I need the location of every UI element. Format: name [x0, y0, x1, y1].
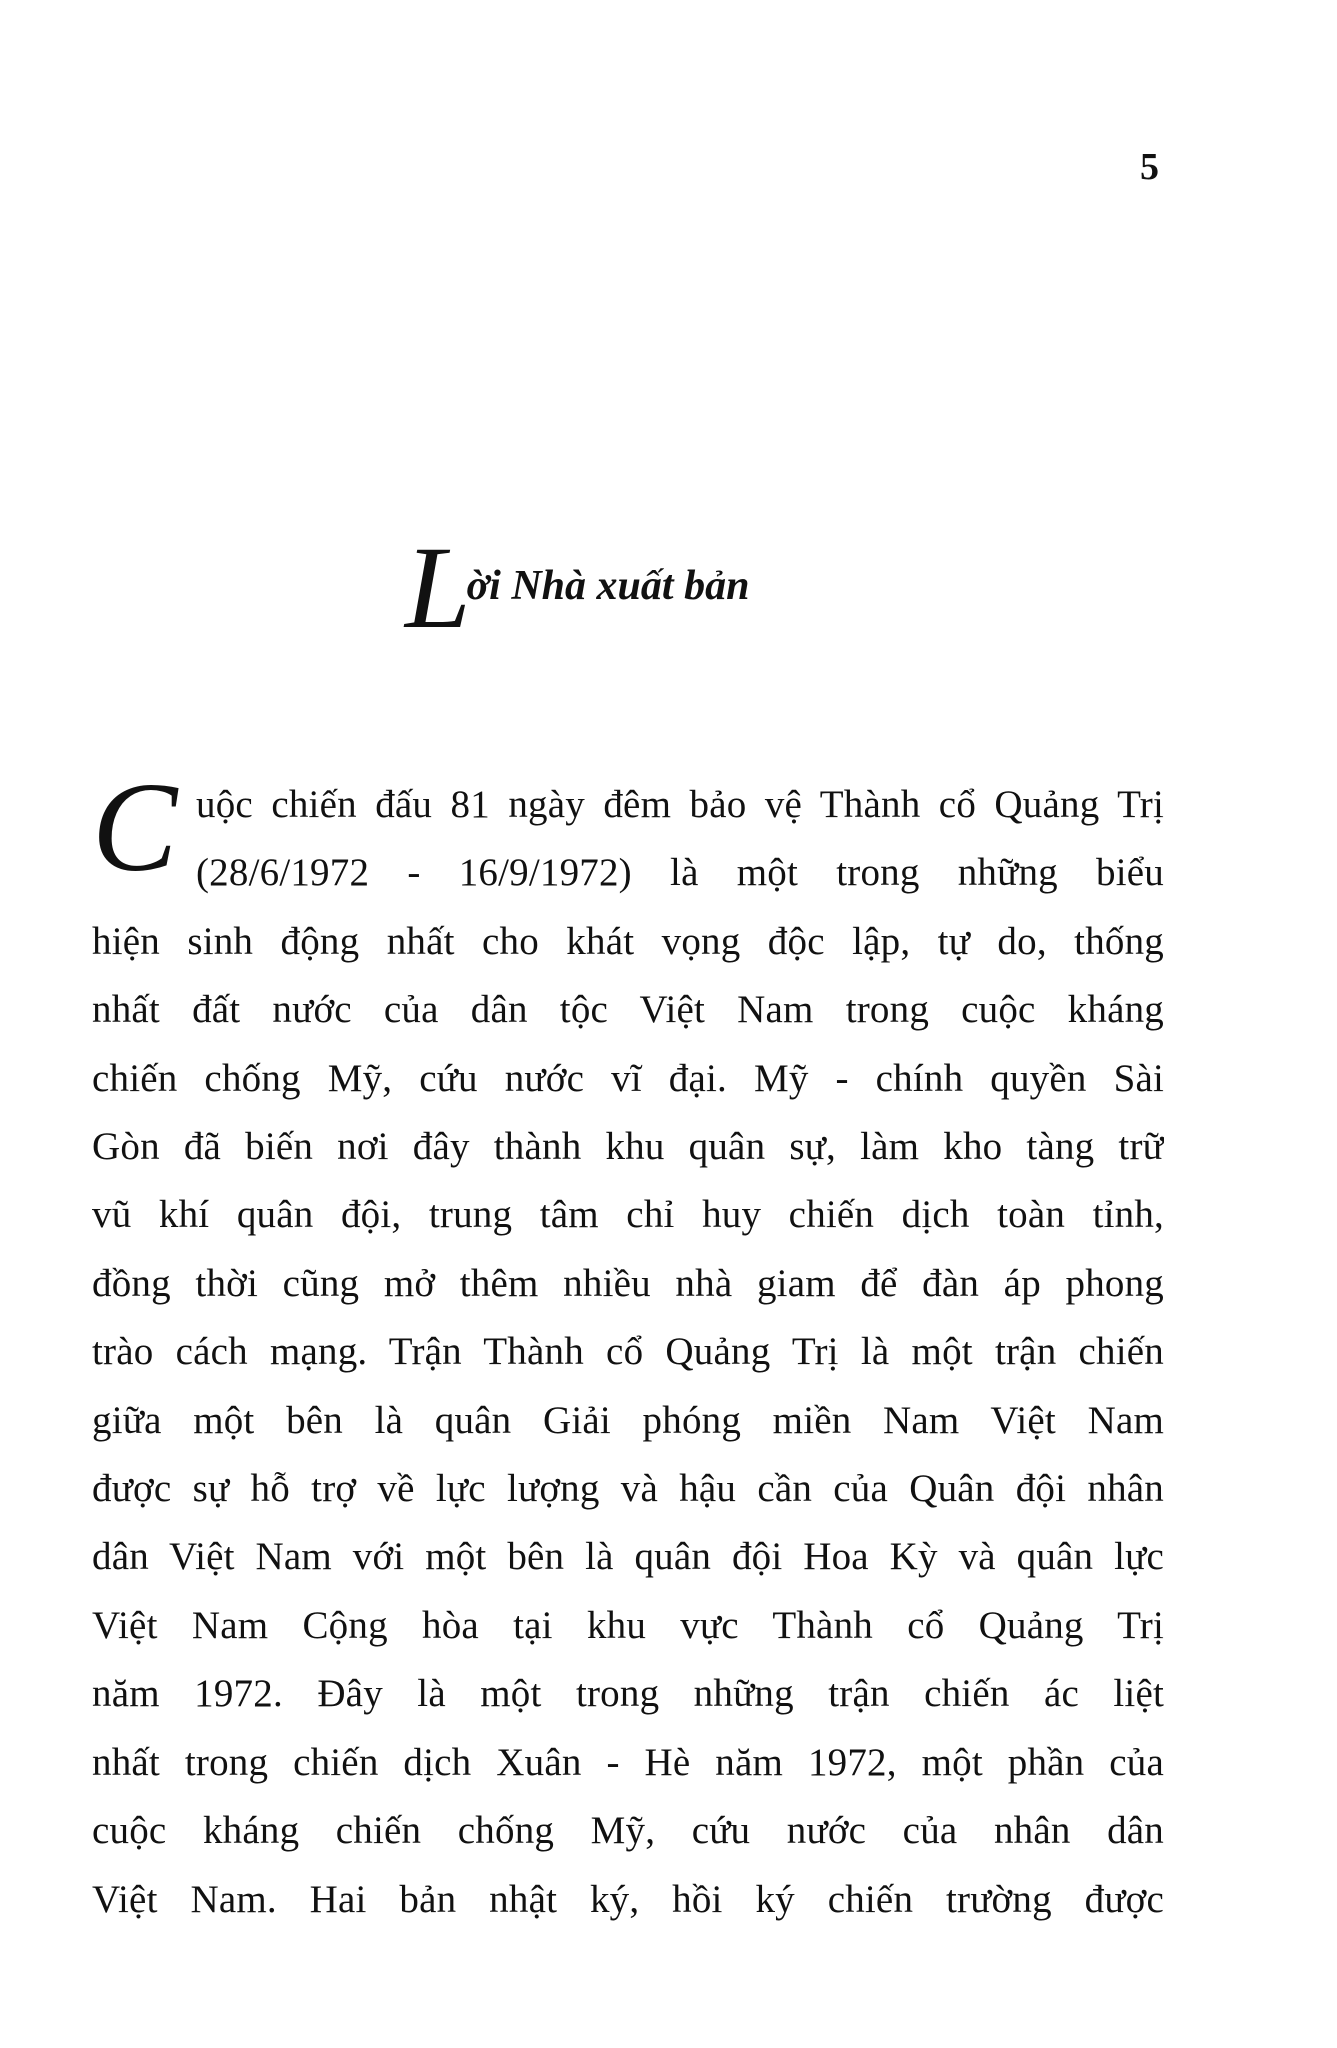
body-line: Việt Nam Cộng hòa tại khu vực Thành cổ Quảng Trị	[92, 1603, 1164, 1647]
publisher-foreword-text	[92, 756, 1164, 1934]
body-line: nhất đất nước của dân tộc Việt Nam trong cuộc kháng	[92, 988, 1164, 1032]
page-number: 5	[1140, 146, 1159, 188]
body-line: vũ khí quân đội, trung tâm chỉ huy chiến dịch toàn tỉnh,	[92, 1193, 1164, 1237]
body-line: nhất trong chiến dịch Xuân - Hè năm 1972, một phần của	[92, 1740, 1164, 1784]
section-heading	[405, 505, 750, 653]
heading-text: ời Nhà xuất bản	[466, 563, 750, 609]
body-line: Gòn đã biến nơi đây thành khu quân sự, làm kho tàng trữ	[92, 1125, 1164, 1169]
body-line: (28/6/1972 - 16/9/1972) là một trong những biểu	[196, 851, 1164, 895]
body-line: đồng thời cũng mở thêm nhiều nhà giam để đàn áp phong	[92, 1261, 1164, 1305]
body-line: Việt Nam. Hai bản nhật ký, hồi ký chiến trường được	[92, 1877, 1164, 1921]
body-line: được sự hỗ trợ về lực lượng và hậu cần của Quân đội nhân	[92, 1467, 1164, 1511]
heading-decorative-initial: L	[405, 522, 471, 653]
body-line: uộc chiến đấu 81 ngày đêm bảo vệ Thành cổ Quảng Trị	[196, 783, 1164, 826]
body-line: trào cách mạng. Trận Thành cổ Quảng Trị là một trận chiến	[92, 1330, 1164, 1374]
body-line: chiến chống Mỹ, cứu nước vĩ đại. Mỹ - chính quyền Sài	[92, 1056, 1164, 1100]
first-paragraph	[92, 756, 1164, 1934]
body-line: dân Việt Nam với một bên là quân đội Hoa Kỳ và quân lực	[92, 1535, 1164, 1579]
body-line: năm 1972. Đây là một trong những trận chiến ác liệt	[92, 1672, 1164, 1716]
body-line: cuộc kháng chiến chống Mỹ, cứu nước của nhân dân	[92, 1809, 1164, 1853]
drop-cap: C	[92, 756, 178, 898]
body-line: hiện sinh động nhất cho khát vọng độc lập, tự do, thống	[92, 919, 1164, 963]
body-line: giữa một bên là quân Giải phóng miền Nam Việt Nam	[92, 1398, 1164, 1442]
